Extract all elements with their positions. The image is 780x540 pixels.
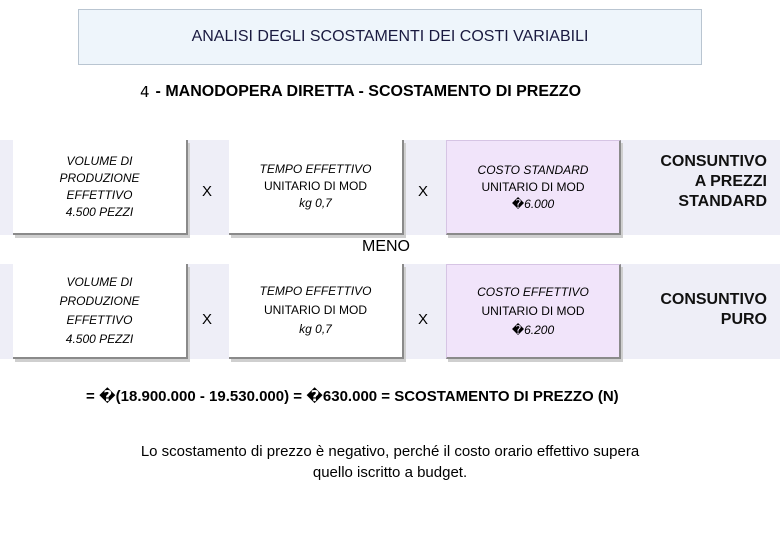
meno-label: MENO	[362, 238, 410, 255]
row1-result-line2: A PREZZI	[694, 173, 767, 190]
row2-result	[630, 290, 767, 330]
row2-tempo-line2: UNITARIO DI MOD	[263, 303, 368, 317]
note-line2: quello iscritto a budget.	[312, 464, 468, 481]
row1-volume-box	[13, 140, 188, 235]
row1-volume-line1: VOLUME DI	[66, 153, 133, 168]
euro-icon: �	[511, 322, 525, 337]
formula-middle: (18.900.000 - 19.530.000) =	[115, 388, 307, 405]
row1-result	[630, 152, 767, 212]
row2-volume-line2: PRODUZIONE	[59, 293, 140, 308]
row2-costo-box	[446, 264, 621, 359]
row1-multiply-1: X	[202, 183, 213, 200]
row2-multiply-1: X	[202, 311, 213, 328]
row1-costo-line1: COSTO STANDARD	[477, 162, 589, 177]
section-number-icon: 4	[140, 83, 150, 101]
row1-volume-line3: EFFETTIVO	[66, 187, 133, 202]
formula-prefix: =	[86, 388, 99, 405]
row1-volume-line2: PRODUZIONE	[59, 170, 140, 185]
formula-result: 630.000 = SCOSTAMENTO DI PREZZO (N)	[322, 388, 619, 405]
row1-multiply-2: X	[418, 183, 429, 200]
row2-tempo-line3: kg 0,7	[299, 322, 332, 336]
row1-tempo-line1: TEMPO EFFETTIVO	[259, 162, 372, 176]
euro-icon: �	[511, 196, 525, 211]
row2-multiply-2: X	[418, 311, 429, 328]
row2-result-line2: PURO	[720, 311, 767, 328]
formula-line	[86, 387, 619, 405]
row1-costo-line2: UNITARIO DI MOD	[481, 179, 585, 194]
row2-volume-line3: EFFETTIVO	[66, 312, 133, 327]
explanation-note	[60, 441, 720, 483]
row1-tempo-line2: UNITARIO DI MOD	[263, 179, 368, 193]
row2-volume-box	[13, 264, 188, 359]
row1-tempo-line3: kg 0,7	[299, 196, 332, 210]
note-line1: Lo scostamento di prezzo è negativo, perché il costo orario effettivo supera	[140, 443, 640, 460]
row2-tempo-line1: TEMPO EFFETTIVO	[259, 284, 372, 298]
row2-costo-line2: UNITARIO DI MOD	[481, 303, 585, 318]
row1-volume-line4: 4.500 PEZZI	[65, 204, 134, 219]
row2-result-line1: CONSUNTIVO	[660, 291, 767, 308]
row2-volume-line4: 4.500 PEZZI	[65, 331, 134, 346]
slide-title-text: ANALISI DEGLI SCOSTAMENTI DEI COSTI VARIABILI	[191, 28, 589, 45]
section-subtitle-text: - MANODOPERA DIRETTA - SCOSTAMENTO DI PREZZO	[155, 83, 582, 100]
section-subtitle	[140, 83, 581, 101]
row1-result-line1: CONSUNTIVO	[660, 153, 767, 170]
row1-costo-value: 6.000	[524, 196, 555, 211]
row2-costo-line1: COSTO EFFETTIVO	[477, 284, 589, 299]
euro-icon: �	[306, 387, 323, 405]
row1-tempo-box	[229, 140, 404, 235]
row2-tempo-box	[229, 264, 404, 359]
row2-costo-value: 6.200	[524, 322, 555, 337]
row1-costo-box	[446, 140, 621, 235]
row2-volume-line1: VOLUME DI	[66, 274, 133, 289]
row1-result-line3: STANDARD	[678, 193, 767, 210]
slide-title	[78, 9, 702, 65]
euro-icon: �	[98, 387, 116, 405]
